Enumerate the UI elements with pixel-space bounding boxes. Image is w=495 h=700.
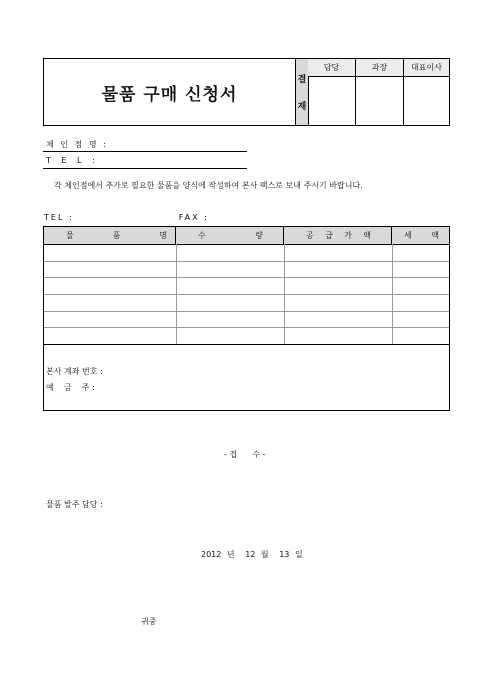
- store-tel-label: T E L :: [46, 156, 99, 165]
- header-supply-amount: [284, 227, 392, 244]
- date-day: 13: [279, 550, 290, 559]
- date-year-unit: 년: [226, 550, 235, 559]
- approval-char-2: 재: [297, 101, 307, 112]
- date-month-unit: 월: [260, 550, 269, 559]
- header-item-char-2: 품: [112, 231, 121, 240]
- approval-label: [295, 59, 309, 125]
- order-table: [43, 226, 450, 411]
- store-name-label: 체 인 점 명 :: [46, 140, 108, 149]
- contact-tel-label: TEL :: [44, 213, 74, 222]
- approval-col-ceo-label: 대표이사: [404, 59, 449, 77]
- table-bottom-border: [44, 344, 449, 345]
- order-manager-label: 물품 발주 담당 :: [46, 500, 103, 509]
- row-divider: [44, 261, 449, 262]
- header-supply-char-4: 액: [363, 231, 371, 240]
- order-table-header: [44, 227, 449, 245]
- approval-col-manager-label: 과장: [356, 59, 403, 77]
- contact-row: [44, 213, 209, 222]
- receipt-label: - 접 수 -: [224, 450, 266, 459]
- header-supply-char-1: 공: [306, 231, 314, 240]
- row-divider: [44, 311, 449, 312]
- date-year: 2012: [201, 550, 222, 559]
- header-box: [43, 58, 450, 126]
- row-divider: [44, 294, 449, 295]
- row-divider: [44, 277, 449, 278]
- header-qty-char-2: 량: [255, 231, 263, 240]
- row-divider: [44, 327, 449, 328]
- instruction-text: 각 체인점에서 추가로 필요한 물품을 양식에 작성하여 본사 팩스로 보내 주시기 바랍니다.: [54, 181, 363, 190]
- approval-col-manager[interactable]: [356, 59, 404, 125]
- header-tax-char-2: 액: [431, 231, 439, 240]
- header-item-char-3: 명: [159, 231, 167, 240]
- bank-account-label: 본사 계좌 번호 :: [46, 367, 103, 376]
- bank-holder-label: 예 금 주 :: [46, 383, 95, 392]
- approval-col-staff[interactable]: [308, 59, 356, 125]
- addressee-label: 귀중: [141, 617, 157, 626]
- approval-char-1: 결: [297, 75, 307, 86]
- approval-col-staff-label: 담당: [308, 59, 355, 77]
- header-quantity: [176, 227, 284, 244]
- date-month: 12: [245, 550, 256, 559]
- contact-fax-label: FAX :: [178, 213, 209, 222]
- header-item-name: [44, 227, 176, 244]
- approval-col-ceo[interactable]: [404, 59, 449, 125]
- header-tax: [392, 227, 449, 244]
- header-tax-char-1: 세: [404, 231, 412, 240]
- date-line: [201, 549, 303, 560]
- store-tel-underline[interactable]: [43, 168, 247, 169]
- header-supply-char-2: 급: [325, 231, 333, 240]
- header-qty-char-1: 수: [198, 231, 206, 240]
- header-item-char-1: 물: [66, 231, 74, 240]
- date-day-unit: 일: [294, 550, 303, 559]
- document-title: 물품 구매 신청서: [101, 84, 238, 105]
- header-supply-char-3: 가: [344, 231, 352, 240]
- store-name-underline[interactable]: [43, 151, 247, 152]
